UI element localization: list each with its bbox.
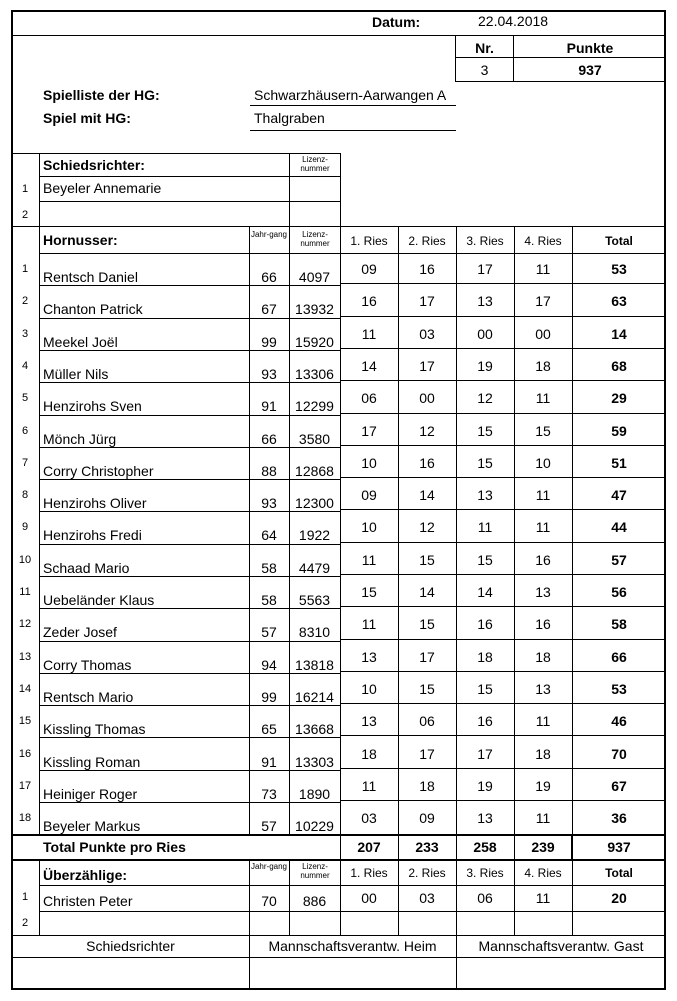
row-number: 11 <box>19 586 31 598</box>
divider <box>12 226 666 227</box>
jahrgang-cell: 99 <box>261 333 277 350</box>
ries-2-cell: 14 <box>419 584 435 600</box>
divider <box>39 608 340 609</box>
spielliste-value: Schwarzhäusern-Aarwangen A <box>254 87 447 103</box>
nr-value: 3 <box>480 62 489 78</box>
lizenz-cell: 1890 <box>298 785 331 802</box>
jahrgang-cell: 58 <box>261 592 277 608</box>
divider <box>340 509 666 510</box>
ries-3-cell: 15 <box>477 551 493 568</box>
hornusser-title: Hornusser: <box>43 232 118 248</box>
player-name: Schaad Mario <box>43 559 130 576</box>
total-cell: 53 <box>611 680 627 697</box>
ries-2-cell: 17 <box>419 293 435 310</box>
divider <box>12 834 666 836</box>
total-cell: 29 <box>611 390 627 407</box>
ries-3-cell: 19 <box>477 777 493 794</box>
divider <box>340 735 666 736</box>
lizenz-cell: 4479 <box>298 559 331 576</box>
lizenz-cell: 13932 <box>295 301 334 318</box>
total-cell: 57 <box>611 551 627 568</box>
divider <box>39 176 340 177</box>
divider <box>39 770 340 771</box>
player-name: Rentsch Daniel <box>43 269 138 285</box>
total-cell: 68 <box>611 357 627 374</box>
jahrgang-cell: 66 <box>261 430 277 447</box>
ries-4-cell: 13 <box>535 584 551 600</box>
ries-3-cell: 17 <box>477 745 493 762</box>
divider <box>39 415 340 416</box>
ries-2-cell: 16 <box>419 261 435 277</box>
row-number: 17 <box>18 779 32 792</box>
row-number: 14 <box>18 682 32 695</box>
divider <box>340 226 341 859</box>
lizenz-cell: 13306 <box>295 365 334 382</box>
divider <box>455 57 666 58</box>
jahrgang-cell: 57 <box>261 624 277 641</box>
divider <box>39 705 340 706</box>
player-name: Henzirohs Sven <box>43 398 142 415</box>
divider <box>398 859 399 935</box>
ries-4-cell: 11 <box>535 261 551 277</box>
player-name: Kissling Thomas <box>43 721 146 738</box>
ries-3-cell: 12 <box>477 390 493 407</box>
ries-4-cell: 16 <box>535 551 551 568</box>
spiel-mit-value: Thalgraben <box>254 110 325 126</box>
ries-1-cell: 13 <box>361 713 377 730</box>
jahrgang-cell: 64 <box>261 527 277 544</box>
row-number: 1 <box>21 263 29 275</box>
ries-1-cell: 11 <box>361 616 377 633</box>
player-name: Beyeler Markus <box>43 818 141 835</box>
jahrgang-cell: 58 <box>261 559 277 576</box>
total-cell: 70 <box>611 745 627 762</box>
ries-3-cell: 19 <box>477 357 493 374</box>
lizenz-cell: 16214 <box>295 688 334 705</box>
lizenz-cell: 15920 <box>295 333 334 350</box>
player-name: Chanton Patrick <box>43 301 143 318</box>
total-cell: 47 <box>611 487 627 504</box>
lizenz-header: Lizenz-nummer <box>300 862 330 880</box>
player-name: Kissling Roman <box>43 753 141 770</box>
divider <box>456 859 457 935</box>
divider <box>12 35 665 36</box>
totals-label: Total Punkte pro Ries <box>43 839 186 855</box>
jahrgang-cell: 91 <box>261 753 277 770</box>
lizenz-cell: 5563 <box>298 592 331 608</box>
total-cell: 44 <box>611 519 627 536</box>
total-cell: 46 <box>611 713 627 730</box>
underline <box>250 130 456 131</box>
divider <box>340 800 666 801</box>
ries-4-total: 239 <box>531 839 555 855</box>
ries-1-cell: 17 <box>361 422 377 439</box>
divider <box>39 153 40 226</box>
ries-4-cell: 11 <box>535 519 551 536</box>
lizenz-header: Lizenz-nummer <box>300 230 330 248</box>
ries-4-cell: 00 <box>535 325 551 342</box>
total-cell: 51 <box>611 454 627 471</box>
player-name: Henzirohs Fredi <box>43 527 142 544</box>
ries-3-cell: 16 <box>477 616 493 633</box>
player-name: Zeder Josef <box>43 624 117 641</box>
extra-ries-3-header: 3. Ries <box>466 866 504 880</box>
ries-4-header: 4. Ries <box>524 234 562 248</box>
row-number: 9 <box>21 521 29 534</box>
ries-3-cell: 18 <box>477 648 493 665</box>
divider <box>340 606 666 607</box>
ries-2-cell: 03 <box>419 325 435 342</box>
divider <box>39 285 340 286</box>
divider <box>340 445 666 446</box>
datum-label: Datum: <box>372 14 421 30</box>
row-number: 15 <box>18 715 32 728</box>
ries-3-cell: 17 <box>477 261 493 277</box>
divider <box>572 226 573 859</box>
ries-2-total: 233 <box>415 839 439 855</box>
row-number: 2 <box>21 209 29 221</box>
divider <box>39 576 340 577</box>
divider <box>514 226 515 859</box>
divider <box>39 201 340 202</box>
divider <box>39 447 340 448</box>
row-number: 10 <box>18 553 32 566</box>
ries-3-total: 258 <box>473 839 497 855</box>
total-cell: 14 <box>611 325 627 342</box>
ries-1-cell: 03 <box>361 810 377 827</box>
lizenz-cell: 886 <box>302 893 327 909</box>
ries-4-cell: 19 <box>535 777 551 794</box>
lizenz-cell: 8310 <box>298 624 331 641</box>
total-cell: 67 <box>611 777 627 794</box>
ries-2-cell: 12 <box>419 422 435 439</box>
row-number: 7 <box>21 456 29 469</box>
jahrgang-cell: 70 <box>261 893 277 909</box>
underline <box>250 105 456 106</box>
ries-4-cell: 17 <box>535 293 551 310</box>
divider <box>39 511 340 512</box>
nr-label: Nr. <box>475 40 494 56</box>
total-cell: 58 <box>611 616 627 633</box>
ries-3-cell: 14 <box>477 584 493 600</box>
total-cell: 59 <box>611 422 627 439</box>
divider <box>340 380 666 381</box>
ries-1-cell: 15 <box>361 584 377 600</box>
divider <box>340 413 666 414</box>
jahrgang-header: Jahr-gang <box>250 230 288 239</box>
divider <box>12 935 666 936</box>
player-name: Meekel Joël <box>43 333 118 350</box>
row-number: 2 <box>21 917 29 929</box>
divider <box>340 542 666 543</box>
divider <box>39 318 340 319</box>
row-number: 18 <box>18 812 32 825</box>
schiedsrichter-title: Schiedsrichter: <box>43 157 145 173</box>
jahrgang-cell: 91 <box>261 398 277 415</box>
jahrgang-cell: 93 <box>261 495 277 512</box>
player-name: Uebeländer Klaus <box>43 592 155 608</box>
player-name: Müller Nils <box>43 365 109 382</box>
player-name: Rentsch Mario <box>43 688 134 705</box>
player-name: Henzirohs Oliver <box>43 495 147 512</box>
ries-2-cell: 09 <box>419 810 435 827</box>
ries-3-cell: 00 <box>477 325 493 342</box>
divider <box>340 283 666 284</box>
divider <box>12 153 340 154</box>
ries-3-cell: 13 <box>477 293 493 310</box>
ries-4-cell: 11 <box>535 390 551 407</box>
ries-4-cell: 13 <box>535 680 551 697</box>
ries-3-cell: 13 <box>477 487 493 504</box>
ries-1-total: 207 <box>357 839 381 855</box>
punkte-value: 937 <box>578 62 602 78</box>
datum-value: 22.04.2018 <box>478 13 549 29</box>
divider <box>340 639 666 640</box>
ries-2-cell: 17 <box>419 745 435 762</box>
divider <box>39 382 340 383</box>
row-number: 2 <box>21 295 29 308</box>
total-cell: 63 <box>611 293 627 310</box>
ries-1-cell: 11 <box>361 777 377 794</box>
ries-2-cell: 14 <box>419 487 435 504</box>
ries-2-cell: 17 <box>419 357 435 374</box>
spiel-mit-label: Spiel mit HG: <box>43 110 131 126</box>
divider <box>39 226 40 834</box>
ries-4-cell: 18 <box>535 648 551 665</box>
ries-2-cell: 06 <box>419 713 435 730</box>
jahrgang-cell: 88 <box>261 462 277 479</box>
divider <box>340 477 666 478</box>
ries-1-cell: 14 <box>361 357 377 374</box>
spielliste-label: Spielliste der HG: <box>43 87 160 103</box>
row-number: 5 <box>21 392 29 405</box>
row-number: 8 <box>21 489 29 502</box>
divider <box>289 859 290 935</box>
ries-4-cell: 16 <box>535 616 551 633</box>
lizenz-header: Lizenz-nummer <box>300 155 330 173</box>
ries-1-cell: 16 <box>361 293 377 310</box>
punkte-label: Punkte <box>566 40 614 56</box>
sig-heim: Mannschaftsverantw. Heim <box>268 938 437 954</box>
jahrgang-header: Jahr-gang <box>250 862 288 871</box>
divider <box>455 81 666 82</box>
ries-1-cell: 18 <box>361 745 377 762</box>
player-name: Christen Peter <box>43 893 133 909</box>
ries-3-cell: 11 <box>477 519 493 536</box>
ries-1-cell: 09 <box>361 487 377 504</box>
jahrgang-cell: 73 <box>261 785 277 802</box>
ries-2-cell: 15 <box>419 616 435 633</box>
divider <box>456 935 457 990</box>
lizenz-cell: 3580 <box>298 430 331 447</box>
ries-3-cell: 16 <box>477 713 493 730</box>
ries-2-header: 2. Ries <box>408 234 446 248</box>
ries-4-cell: 11 <box>535 810 551 827</box>
ries-3-cell: 15 <box>477 422 493 439</box>
player-name: Corry Thomas <box>43 656 132 673</box>
divider <box>39 641 340 642</box>
divider <box>340 859 341 935</box>
total-cell: 66 <box>611 648 627 665</box>
sig-schiedsrichter: Schiedsrichter <box>86 938 175 954</box>
ries-4-cell: 18 <box>535 745 551 762</box>
total-cell: 36 <box>611 810 627 827</box>
divider <box>340 348 666 349</box>
divider <box>39 544 340 545</box>
ries-1-cell: 10 <box>361 454 377 471</box>
total-header: Total <box>605 234 633 248</box>
row-number: 6 <box>21 424 29 437</box>
lizenz-cell: 13668 <box>295 721 334 738</box>
ries-2-cell: 17 <box>419 648 435 665</box>
ries-3-cell: 15 <box>477 454 493 471</box>
jahrgang-cell: 57 <box>261 818 277 835</box>
jahrgang-cell: 66 <box>261 269 277 285</box>
total-cell: 53 <box>611 261 627 277</box>
divider <box>289 226 290 834</box>
lizenz-cell: 13818 <box>295 656 334 673</box>
divider <box>12 859 666 861</box>
jahrgang-cell: 94 <box>261 656 277 673</box>
divider <box>39 479 340 480</box>
ries-1-cell: 10 <box>361 680 377 697</box>
row-number: 16 <box>18 747 32 760</box>
row-number: 4 <box>21 359 29 372</box>
jahrgang-cell: 93 <box>261 365 277 382</box>
divider <box>39 350 340 351</box>
ries-2-cell: 00 <box>419 390 435 407</box>
ries-1-cell: 00 <box>361 890 377 906</box>
ries-2-cell: 16 <box>419 454 435 471</box>
lizenz-cell: 4097 <box>298 269 331 285</box>
player-name: Mönch Jürg <box>43 430 117 447</box>
divider <box>514 859 515 935</box>
divider <box>340 574 666 575</box>
ries-3-cell: 06 <box>477 890 493 906</box>
divider <box>249 226 250 834</box>
ries-3-header: 3. Ries <box>466 234 504 248</box>
divider <box>398 226 399 859</box>
ries-3-cell: 13 <box>477 810 493 827</box>
row-number: 3 <box>21 327 29 340</box>
player-name: Corry Christopher <box>43 462 154 479</box>
extra-ries-4-header: 4. Ries <box>524 866 562 880</box>
row-number: 12 <box>18 618 32 631</box>
divider <box>340 153 341 226</box>
ries-2-cell: 12 <box>419 519 435 536</box>
ries-2-cell: 18 <box>419 777 435 794</box>
ries-3-cell: 15 <box>477 680 493 697</box>
sig-gast: Mannschaftsverantw. Gast <box>478 938 644 954</box>
total-cell: 56 <box>611 584 627 600</box>
row-number: 1 <box>21 891 29 903</box>
ries-1-cell: 11 <box>361 325 377 342</box>
extra-ries-2-header: 2. Ries <box>408 866 446 880</box>
lizenz-cell: 12300 <box>295 495 334 512</box>
divider <box>39 802 340 803</box>
lizenz-cell: 10229 <box>295 818 334 835</box>
extra-total-header: Total <box>605 866 633 880</box>
lizenz-cell: 12299 <box>295 398 334 415</box>
divider <box>340 316 666 317</box>
ries-4-cell: 18 <box>535 357 551 374</box>
row-number: 13 <box>18 650 32 663</box>
ueberzaehlige-title: Überzählige: <box>43 867 128 883</box>
divider <box>340 703 666 704</box>
ries-1-cell: 09 <box>361 261 377 277</box>
row-number: 1 <box>21 183 29 195</box>
total-cell: 20 <box>611 890 627 906</box>
jahrgang-cell: 65 <box>261 721 277 738</box>
lizenz-cell: 12868 <box>295 462 334 479</box>
divider <box>340 671 666 672</box>
ries-2-cell: 15 <box>419 680 435 697</box>
jahrgang-cell: 67 <box>261 301 277 318</box>
ries-1-cell: 13 <box>361 648 377 665</box>
ries-4-cell: 15 <box>535 422 551 439</box>
divider <box>249 859 250 935</box>
divider <box>39 859 40 935</box>
ries-1-header: 1. Ries <box>350 234 388 248</box>
ries-2-cell: 15 <box>419 551 435 568</box>
divider <box>572 859 573 935</box>
ries-1-cell: 10 <box>361 519 377 536</box>
lizenz-cell: 1922 <box>298 527 331 544</box>
extra-ries-1-header: 1. Ries <box>350 866 388 880</box>
divider <box>12 957 666 958</box>
divider <box>456 226 457 859</box>
ries-4-cell: 11 <box>535 487 551 504</box>
grand-total: 937 <box>607 839 631 855</box>
ries-4-cell: 10 <box>535 454 551 471</box>
lizenz-cell: 13303 <box>295 753 334 770</box>
referee-name: Beyeler Annemarie <box>43 180 162 196</box>
ries-1-cell: 11 <box>361 551 377 568</box>
ries-1-cell: 06 <box>361 390 377 407</box>
divider <box>340 768 666 769</box>
jahrgang-cell: 99 <box>261 688 277 705</box>
player-name: Heiniger Roger <box>43 785 138 802</box>
divider <box>39 673 340 674</box>
divider <box>39 737 340 738</box>
ries-2-cell: 03 <box>419 890 435 906</box>
divider <box>249 935 250 990</box>
ries-4-cell: 11 <box>535 890 551 906</box>
ries-4-cell: 11 <box>535 713 551 730</box>
